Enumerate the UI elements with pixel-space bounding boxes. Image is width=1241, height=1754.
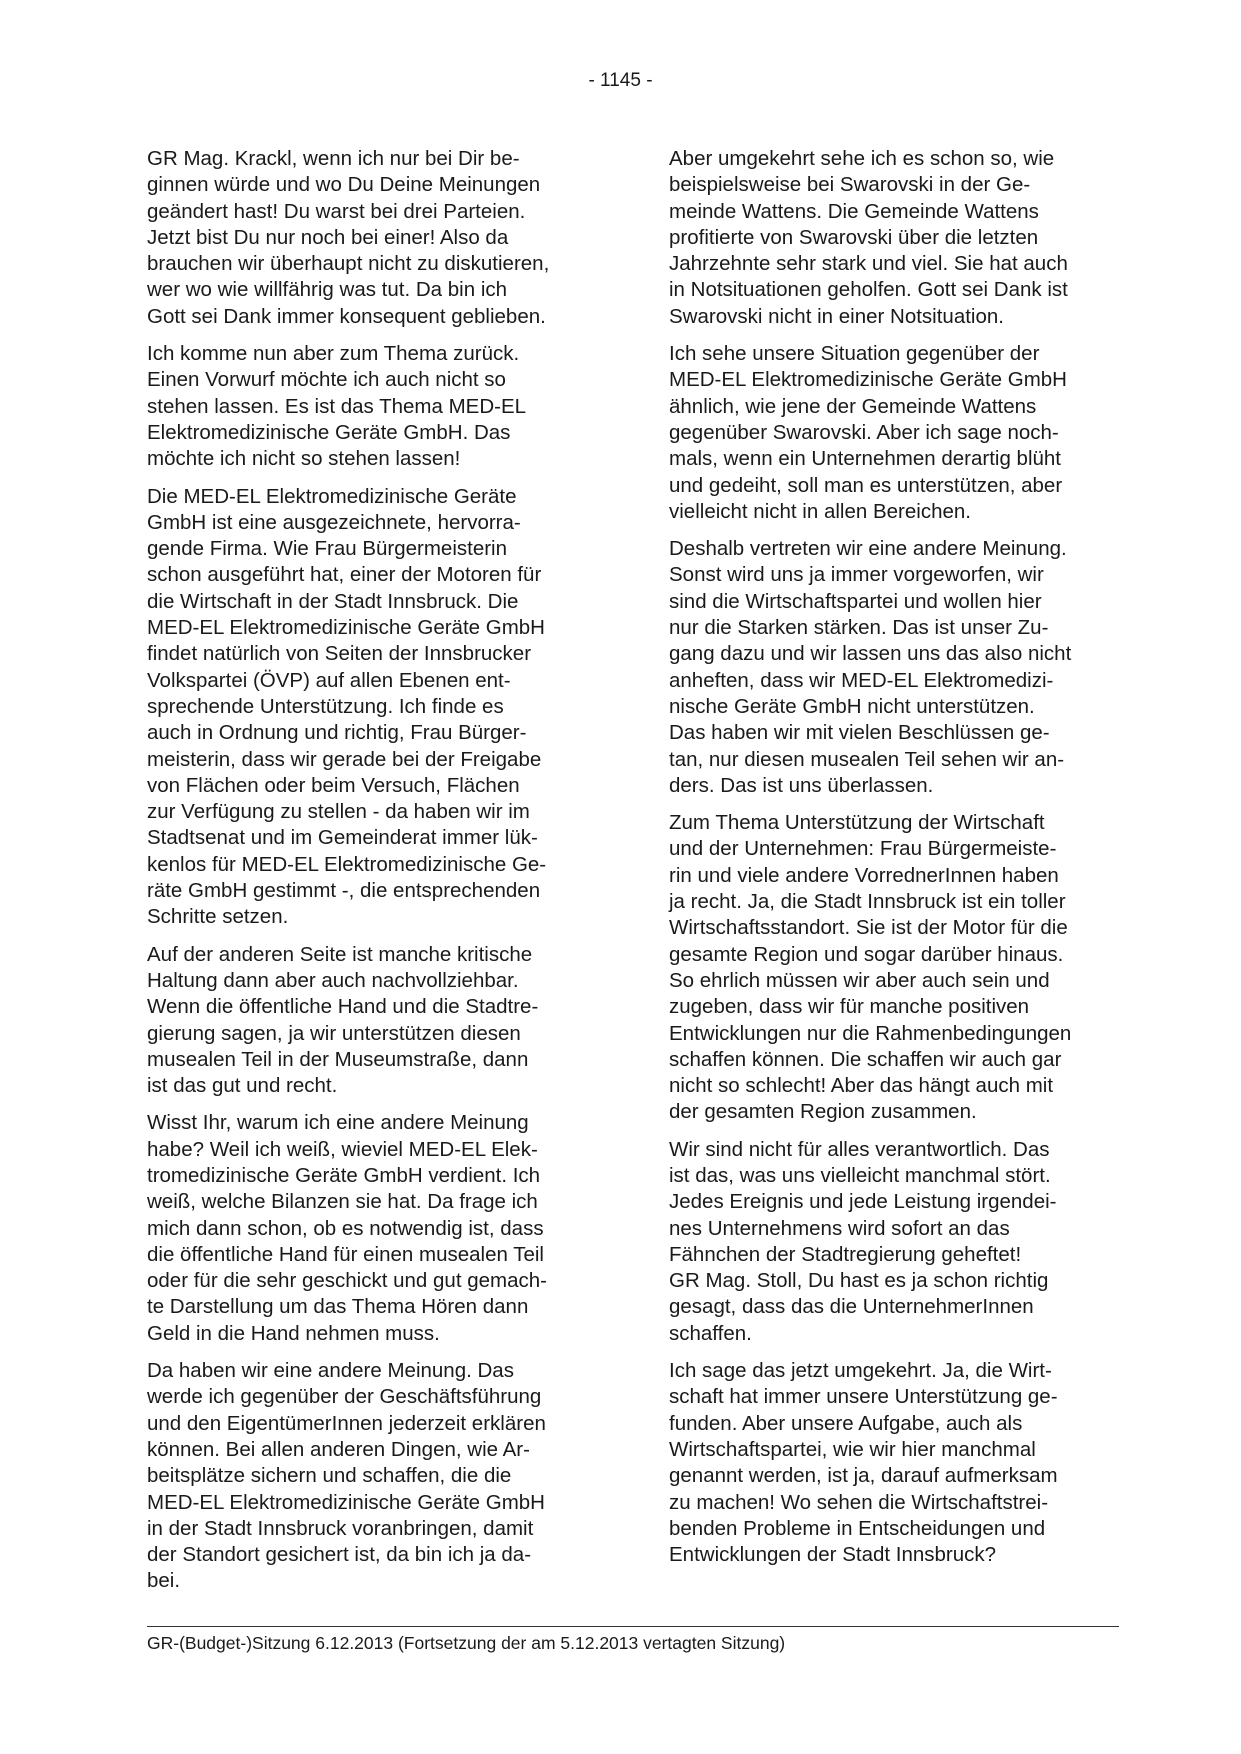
paragraph: Ich sehe unsere Situation gegenüber der MED-EL Elektromedizinische Geräte GmbH ähnlich, wie jene der Gemeinde Wattens gegenüber Swarovski. Aber ich sage noch- mals, wenn ein Unternehmen derartig blüht und gedeiht, soll man es unterstützen, aber vielleicht nicht in allen Bereichen. xyxy=(669,342,1067,523)
page-number: - 1145 - xyxy=(588,70,653,91)
paragraph: Da haben wir eine andere Meinung. Das werde ich gegenüber der Geschäftsführung und den EigentümerInnen jederzeit erklären können. Bei allen anderen Dingen, wie Ar- beitsplätze sichern und schaffen, die die MED-EL Elektromedizinische Geräte GmbH in der Stadt Innsbruck voranbringen, damit der Standort gesichert ist, da bin ich ja da- bei. xyxy=(147,1359,546,1593)
paragraph: Die MED-EL Elektromedizinische Geräte GmbH ist eine ausgezeichnete, hervorra- gende Firma. Wie Frau Bürgermeisterin schon ausgeführt hat, einer der Motoren für die Wirtschaft in der Stadt Innsbruck. Die MED-EL Elektromedizinische Geräte GmbH findet natürlich von Seiten der Innsbrucker Volkspartei (ÖVP) auf allen Ebenen ent- sprechende Unterstützung. Ich finde es auch in Ordnung und richtig, Frau Bürger- meisterin, dass wir gerade bei der Freigabe von Flächen oder beim Versuch, Flächen zur Verfügung zu stellen - da haben wir im Stadtsenat und im Gemeinderat immer lük- kenlos für MED-EL Elektromedizinische Ge- räte GmbH gestimmt -, die entsprechenden Schritte setzen. xyxy=(147,484,547,929)
footer-text: GR-(Budget-)Sitzung 6.12.2013 (Fortsetzung der am 5.12.2013 vertagten Sitzung) xyxy=(147,1633,786,1653)
paragraph: Zum Thema Unterstützung der Wirtschaft und der Unternehmen: Frau Bürgermeiste- rin und viele andere VorrednerInnen haben ja recht. Ja, die Stadt Innsbruck ist ein toller Wirtschaftsstandort. Sie ist der Motor für die gesamte Region und sogar darüber hinaus. So ehrlich müssen wir aber auch sein und zugeben, dass wir für manche positiven Entwicklungen nur die Rahmenbedingungen schaffen können. Die schaffen wir auch gar nicht so schlecht! Aber das hängt auch mit der gesamten Region zusammen. xyxy=(669,811,1072,1124)
footer-divider xyxy=(147,1626,1119,1627)
paragraph: Wir sind nicht für alles verantwortlich. Das ist das, was uns vielleicht manchmal stört. Jedes Ereignis und jede Leistung irgendei- nes Unternehmens wird sofort an das Fähnchen der Stadtregierung geheftet! GR Mag. Stoll, Du hast es ja schon richtig gesagt, dass das die UnternehmerInnen schaffen. xyxy=(669,1137,1057,1345)
paragraph: Deshalb vertreten wir eine andere Meinung. Sonst wird uns ja immer vorgeworfen, wir sind die Wirtschaftspartei und wollen hier nur die Starken stärken. Das ist unser Zu- gang dazu und wir lassen uns das also nicht anheften, dass wir MED-EL Elektromedizi- nische Geräte GmbH nicht unterstützen. Das haben wir mit vielen Beschlüssen ge- tan, nur diesen musealen Teil sehen wir an- ders. Das ist uns überlassen. xyxy=(669,537,1072,797)
left-column xyxy=(147,146,587,1606)
right-column xyxy=(669,146,1109,1579)
paragraph: Wisst Ihr, warum ich eine andere Meinung habe? Weil ich weiß, wieviel MED-EL Elek- tromedizinische Geräte GmbH verdient. Ich weiß, welche Bilanzen sie hat. Da frage ich mich dann schon, ob es notwendig ist, dass die öffentliche Hand für einen musealen Teil oder für die sehr geschickt und gut gemach- te Darstellung um das Thema Hören dann Geld in die Hand nehmen muss. xyxy=(147,1111,547,1345)
paragraph: Auf der anderen Seite ist manche kritische Haltung dann aber auch nachvollziehbar. Wenn die öffentliche Hand und die Stadtre- gierung sagen, ja wir unterstützen diesen musealen Teil in der Museumstraße, dann ist das gut und recht. xyxy=(147,942,539,1098)
paragraph: Ich sage das jetzt umgekehrt. Ja, die Wirt- schaft hat immer unsere Unterstützung ge- funden. Aber unsere Aufgabe, auch als Wirtschaftspartei, wie wir hier manchmal genannt werden, ist ja, darauf aufmerksam zu machen! Wo sehen die Wirtschaftstrei- benden Probleme in Entscheidungen und Entwicklungen der Stadt Innsbruck? xyxy=(669,1359,1058,1567)
paragraph: Ich komme nun aber zum Thema zurück. Einen Vorwurf möchte ich auch nicht so stehen lassen. Es ist das Thema MED-EL Elektromedizinische Geräte GmbH. Das möchte ich nicht so stehen lassen! xyxy=(147,342,527,471)
paragraph: Aber umgekehrt sehe ich es schon so, wie beispielsweise bei Swarovski in der Ge- meinde Wattens. Die Gemeinde Wattens profitierte von Swarovski über die letzten Jahrzehnte sehr stark und viel. Sie hat auch in Notsituationen geholfen. Gott sei Dank ist Swarovski nicht in einer Notsituation. xyxy=(669,147,1068,328)
paragraph: GR Mag. Krackl, wenn ich nur bei Dir be- ginnen würde und wo Du Deine Meinungen geändert hast! Du warst bei drei Parteien. Jetzt bist Du nur noch bei einer! Also da brauchen wir überhaupt nicht zu diskutieren, wer wo wie willfährig was tut. Da bin ich Gott sei Dank immer konsequent geblieben. xyxy=(147,147,550,328)
